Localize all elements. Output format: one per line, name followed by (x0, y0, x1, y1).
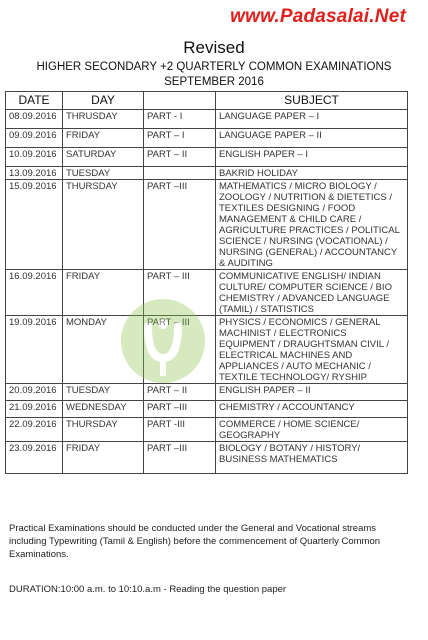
cell-subject: MATHEMATICS / MICRO BIOLOGY / ZOOLOGY / NUTRITION & DIETETICS / TEXTILES DESIGNING / FOOD MANAGEMENT & CHILD CARE / AGRICULTURE PRACTICES / POLITICAL SCIENCE / NURSING (VOCATIONAL) / NURSING (GENERAL) / ACCOUNTANCY & AUDITING (216, 180, 408, 270)
site-url: www.Padasalai.Net (230, 6, 406, 27)
cell-day: TUESDAY (63, 384, 144, 401)
cell-date: 23.09.2016 (6, 442, 63, 474)
cell-date: 20.09.2016 (6, 384, 63, 401)
table-row (6, 167, 408, 180)
cell-subject: CHEMISTRY / ACCOUNTANCY (216, 401, 408, 418)
cell-date: 10.09.2016 (6, 148, 63, 167)
cell-date: 19.09.2016 (6, 316, 63, 384)
cell-date: 21.09.2016 (6, 401, 63, 418)
cell-date: 16.09.2016 (6, 270, 63, 316)
cell-day: MONDAY (63, 316, 144, 384)
cell-date: 15.09.2016 (6, 180, 63, 270)
cell-part: PART - I (144, 110, 216, 129)
table-row (6, 316, 408, 384)
table-row (6, 418, 408, 442)
cell-subject: BIOLOGY / BOTANY / HISTORY/ BUSINESS MATHEMATICS (216, 442, 408, 474)
cell-day: FRIDAY (63, 442, 144, 474)
cell-part: PART –III (144, 180, 216, 270)
practical-note: Practical Examinations should be conducted under the General and Vocational streams including Typewriting (Tamil & English) before the commencement of Quarterly Common Examinations. (9, 523, 381, 560)
cell-part: PART -III (144, 418, 216, 442)
table-header-row (6, 92, 408, 110)
cell-day: THURSDAY (63, 180, 144, 270)
cell-date: 13.09.2016 (6, 167, 63, 180)
cell-subject: COMMUNICATIVE ENGLISH/ INDIAN CULTURE/ COMPUTER SCIENCE / BIO CHEMISTRY / ADVANCED LANGUAGE (TAMIL) / STATISTICS (216, 270, 408, 316)
cell-part: PART –III (144, 442, 216, 474)
cell-part (144, 167, 216, 180)
table-row (6, 270, 408, 316)
cell-day: THURSDAY (63, 418, 144, 442)
table-row (6, 442, 408, 474)
table-row (6, 384, 408, 401)
duration-note: DURATION:10:00 a.m. to 10:10.a.m - Reading the question paper (9, 584, 287, 595)
cell-subject: LANGUAGE PAPER – I (216, 110, 408, 129)
cell-day: WEDNESDAY (63, 401, 144, 418)
table-row (6, 180, 408, 270)
cell-subject: BAKRID HOLIDAY (216, 167, 408, 180)
cell-day: FRIDAY (63, 270, 144, 316)
cell-subject: LANGUAGE PAPER – II (216, 129, 408, 148)
cell-day: FRIDAY (63, 129, 144, 148)
cell-day: SATURDAY (63, 148, 144, 167)
exam-month: SEPTEMBER 2016 (164, 76, 264, 88)
cell-subject: ENGLISH PAPER – II (216, 384, 408, 401)
header-day: DAY (63, 92, 144, 110)
table-row (6, 129, 408, 148)
cell-part: PART – II (144, 384, 216, 401)
cell-part: PART – II (144, 148, 216, 167)
exam-title: HIGHER SECONDARY +2 QUARTERLY COMMON EXAMINATIONS (36, 61, 392, 73)
cell-part: PART –III (144, 401, 216, 418)
cell-day: THRUSDAY (63, 110, 144, 129)
cell-part: PART – III (144, 316, 216, 384)
cell-subject: PHYSICS / ECONOMICS / GENERAL MACHINIST / ELECTRONICS EQUIPMENT / DRAUGHTSMAN CIVIL / ELECTRICAL MACHINES AND APPLIANCES / AUTO MECHANIC / TEXTILE TECHNOLOGY/ RYSHIP (216, 316, 408, 384)
header-part (144, 92, 216, 110)
cell-date: 22.09.2016 (6, 418, 63, 442)
cell-part: PART – I (144, 129, 216, 148)
header-date: DATE (6, 92, 63, 110)
header-subject: SUBJECT (216, 92, 408, 110)
table-row (6, 401, 408, 418)
cell-date: 08.09.2016 (6, 110, 63, 129)
table-row (6, 148, 408, 167)
cell-subject: ENGLISH PAPER – I (216, 148, 408, 167)
cell-part: PART – III (144, 270, 216, 316)
timetable (5, 91, 408, 474)
cell-day: TUESDAY (63, 167, 144, 180)
revised-label: Revised (183, 38, 245, 57)
table-row (6, 110, 408, 129)
cell-date: 09.09.2016 (6, 129, 63, 148)
cell-subject: COMMERCE / HOME SCIENCE/ GEOGRAPHY (216, 418, 408, 442)
